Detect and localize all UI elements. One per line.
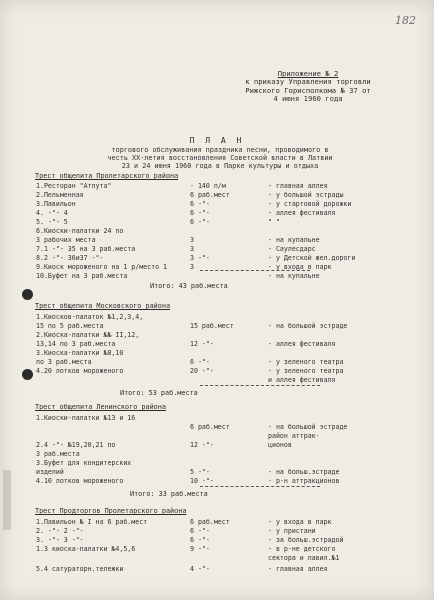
section-heading: Трест общепита Ленинского района (35, 403, 166, 411)
page-number: 182 (395, 14, 416, 27)
intro-line: честь XX-летия восстановления Советской власти в Латвии (107, 153, 333, 162)
total-divider (200, 486, 320, 487)
annex-header (208, 70, 408, 104)
punch-hole (22, 369, 33, 380)
punch-hole (22, 289, 33, 300)
section-heading: Трест Продторгов Пролетарского района (35, 507, 187, 515)
annex-line: к приказу Управления торговли (245, 77, 371, 87)
paper-stain (3, 470, 11, 530)
document-intro (70, 147, 370, 170)
annex-line: Приложение № 2 (277, 69, 339, 78)
intro-line: торгового обслуживания праздника песни, проводимого в (111, 146, 329, 154)
total-divider (200, 385, 320, 386)
section-heading: Трест общепита Московского района (35, 302, 171, 310)
total-divider (200, 270, 310, 271)
section-heading: Трест общепита Пролетарского района (35, 172, 179, 180)
document-page: 182 Приложение № 2 к приказу Управления торговли Рижского Горисполкома № 37 от 4 июня 1960 года П Л А Н торгового обслуживания праздника песни, проводимого в честь XX-летия восстановления Советской власти в Латвии 23 и 24 июня 1960 года в Парке культуры и отдыха Трест общепита Пролетарского района 1.Ресторан "Атпута" - 140 п/м - главная аллея 2.Пельменная 6 раб.мест - у большой эстрады 3.Павильон 6 -"- - у стартовой дорожки 4. -"- 4 6 -"- - аллея фестиваля 5. -"- 5 6 -"- " " 6.Киоски-палатки 24 по 3 рабочих места 3 - на купальне 7.1 -"- 35 на 3 раб.места 3 - Саулесдарс 8.2 -"- 36и37 -"- 3 -"- - у Детской жел.дороги 9.Киоск мороженого на 1 р/место 1 3 - у входа в парк 10.Буфет на 3 раб.места - на купальне Итого: 43 раб.места Трест общепита Московского района 1.Киосков-палаток №1,2,3,4, 15 по 5 раб.места 15 раб.мест - на большой эстраде 2.Киоска-палатки №№ II,12, 13,14 по 3 раб.места 12 -"- - аллея фестиваля 3.Киоска-палатки №8,10 по 3 раб.места 6 -"- - у зеленого театра 4.20 лотков мороженого 20 -"- - у зеленого театра и аллея фестиваля Итого: 53 раб.места Трест общепита Ленинского района 1.Киоски-палатки №13 и 16 6 раб.мест - на большой эстраде район аттрак- 2.4 -"- №19,20,21 по 12 -"- ционов 3 раб.места 3.Буфет для кондитерских изделий 5 -"- - на больш.эстраде 4.10 лотков мороженого 10 -"- - р-н аттракционов Итого: 33 раб.места Трест Продторгов Пролетарского района 1.Павильон № I на 6 раб.мест 6 раб.мест - у входа в парк 2. -"- 2 -"- 6 -"- - у пристани 3. -"- 3 -"- 6 -"- - за больш.эстрадой 1.3 киоска-палатки №4,5,6 9 -"- - в р-не детского сектора и павил.№1 5.4 сатураторн.тележки 4 -"- - главная аллея (0, 0, 434, 600)
document-title: П Л А Н (189, 136, 245, 145)
intro-line: 23 и 24 июня 1960 года в Парке культуры и отдыха (121, 161, 319, 170)
annex-line: 4 июня 1960 года (273, 94, 343, 104)
annex-line: Рижского Горисполкома № 37 от (245, 85, 371, 95)
